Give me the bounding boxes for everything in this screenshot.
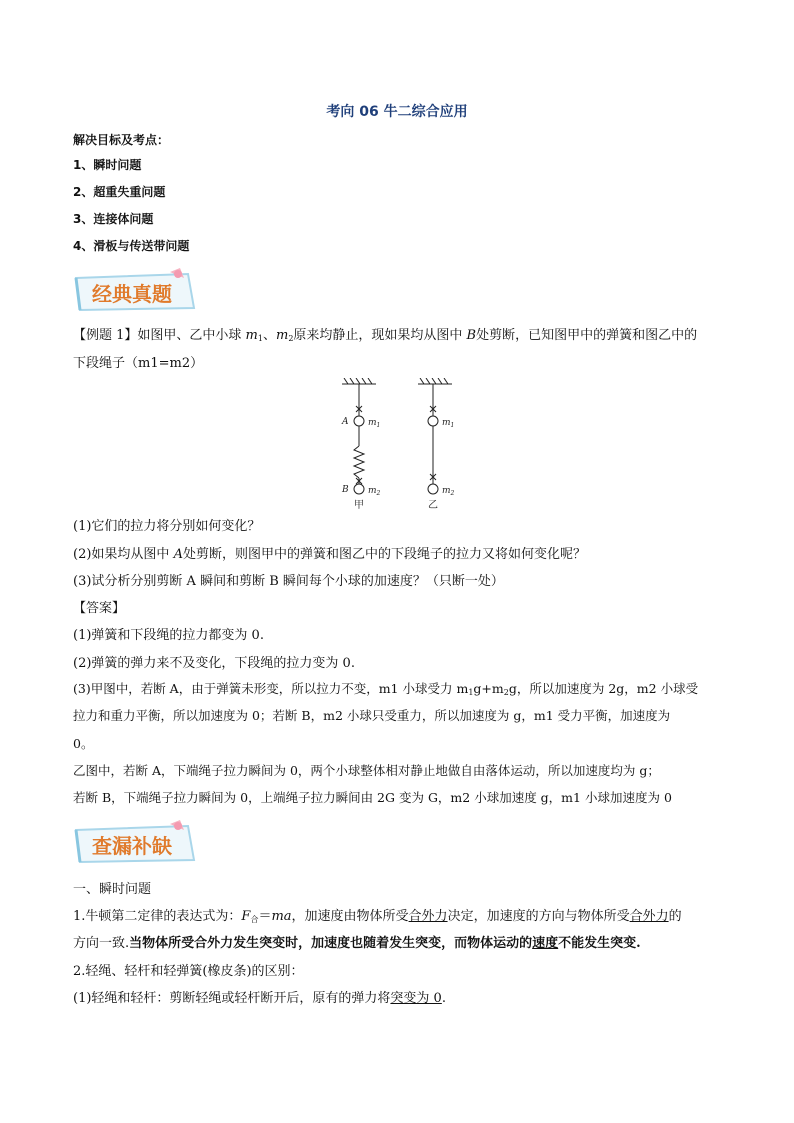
svg-text:m1: $m_1$ [442,418,455,429]
goal-item-2: 2、超重失重问题 [73,185,166,199]
review-para-2: 方向一致.当物体所受合外力发生突变时，加速度也随着发生突变，而物体运动的速度不能发生突变. [73,936,641,951]
review-para-3: 2.轻绳、轻杆和轻弹簧(橡皮条)的区别： [73,964,304,979]
classic-banner-text: 经典真题 [92,282,172,306]
answer-3-line-1: (3)甲图中，若断 A，由于弹簧未形变，所以拉力不变，m1 小球受力 $m_1g+m_2g$，所以加速度为 2g，m2 小球受 [73,681,699,697]
label-b: B [342,485,349,495]
goal-item-3: 3、连接体问题 [73,212,154,226]
answer-yi-line-1: 乙图中，若断 A，下端绳子拉力瞬间为 0，两个小球整体相对静止地做自由落体运动，所以加速度均为 g； [73,763,660,778]
answer-2: (2)弹簧的弹力来不及变化，下段绳的拉力变为 0. [73,656,355,671]
caption-jia: 甲 [354,500,364,510]
svg-text:m2: $m_2$ [368,486,381,497]
review-banner-text: 查漏补缺 [92,834,172,858]
question-2: (2)如果均从图中 A处剪断，则图甲中的弹簧和图乙中的下段绳子的拉力又将如何变化呢？ [73,547,586,562]
example-line-1: 【例题 1】如图甲、乙中小球 $m_1$、$m_2$原来均静止，现如果均从图中 B处剪断，已知图甲中的弹簧和图乙中的 [73,328,698,343]
answer-3-line-2: 拉力和重力平衡，所以加速度为 0；若断 B，m2 小球只受重力，所以加速度为 g，m1 受力平衡，加速度为 [73,708,671,723]
caption-yi: 乙 [428,500,438,510]
example-line-2: 下段绳子（m1=m2） [73,356,204,371]
svg-text:m2: $m_2$ [442,486,455,497]
goal-item-1: 1、瞬时问题 [73,158,142,172]
answer-3-line-3: 0。 [73,736,94,751]
svg-text:m1: $m_1$ [368,418,381,429]
answer-1: (1)弹簧和下段绳的拉力都变为 0. [73,628,264,643]
question-1: (1)它们的拉力将分别如何变化？ [73,519,261,534]
classic-questions-banner [70,268,200,314]
review-para-4: (1)轻绳和轻杆：剪断轻绳或轻杆断开后，原有的弹力将突变为 0. [73,991,446,1006]
spring-rope-diagram [330,378,470,510]
label-a: A [342,417,349,427]
goals-heading: 解决目标及考点： [73,133,170,147]
goal-item-4: 4、滑板与传送带问题 [73,239,190,253]
review-banner [70,820,200,866]
review-para-1: 1.牛顿第二定律的表达式为：$F_合=ma$，加速度由物体所受合外力决定，加速度的方向与物体所受合外力的 [73,909,682,924]
answer-yi-line-2: 若断 B，下端绳子拉力瞬间为 0，上端绳子拉力瞬间由 2G 变为 G，m2 小球加速度 g，m1 小球加速度为 0 [73,790,672,805]
page-title: 考向 06 牛二综合应用 [326,104,468,120]
question-3: (3)试分析分别剪断 A 瞬间和剪断 B 瞬间每个小球的加速度？（只断一处） [73,574,504,589]
review-heading: 一、瞬时问题 [73,882,152,897]
answer-label: 【答案】 [73,601,126,616]
